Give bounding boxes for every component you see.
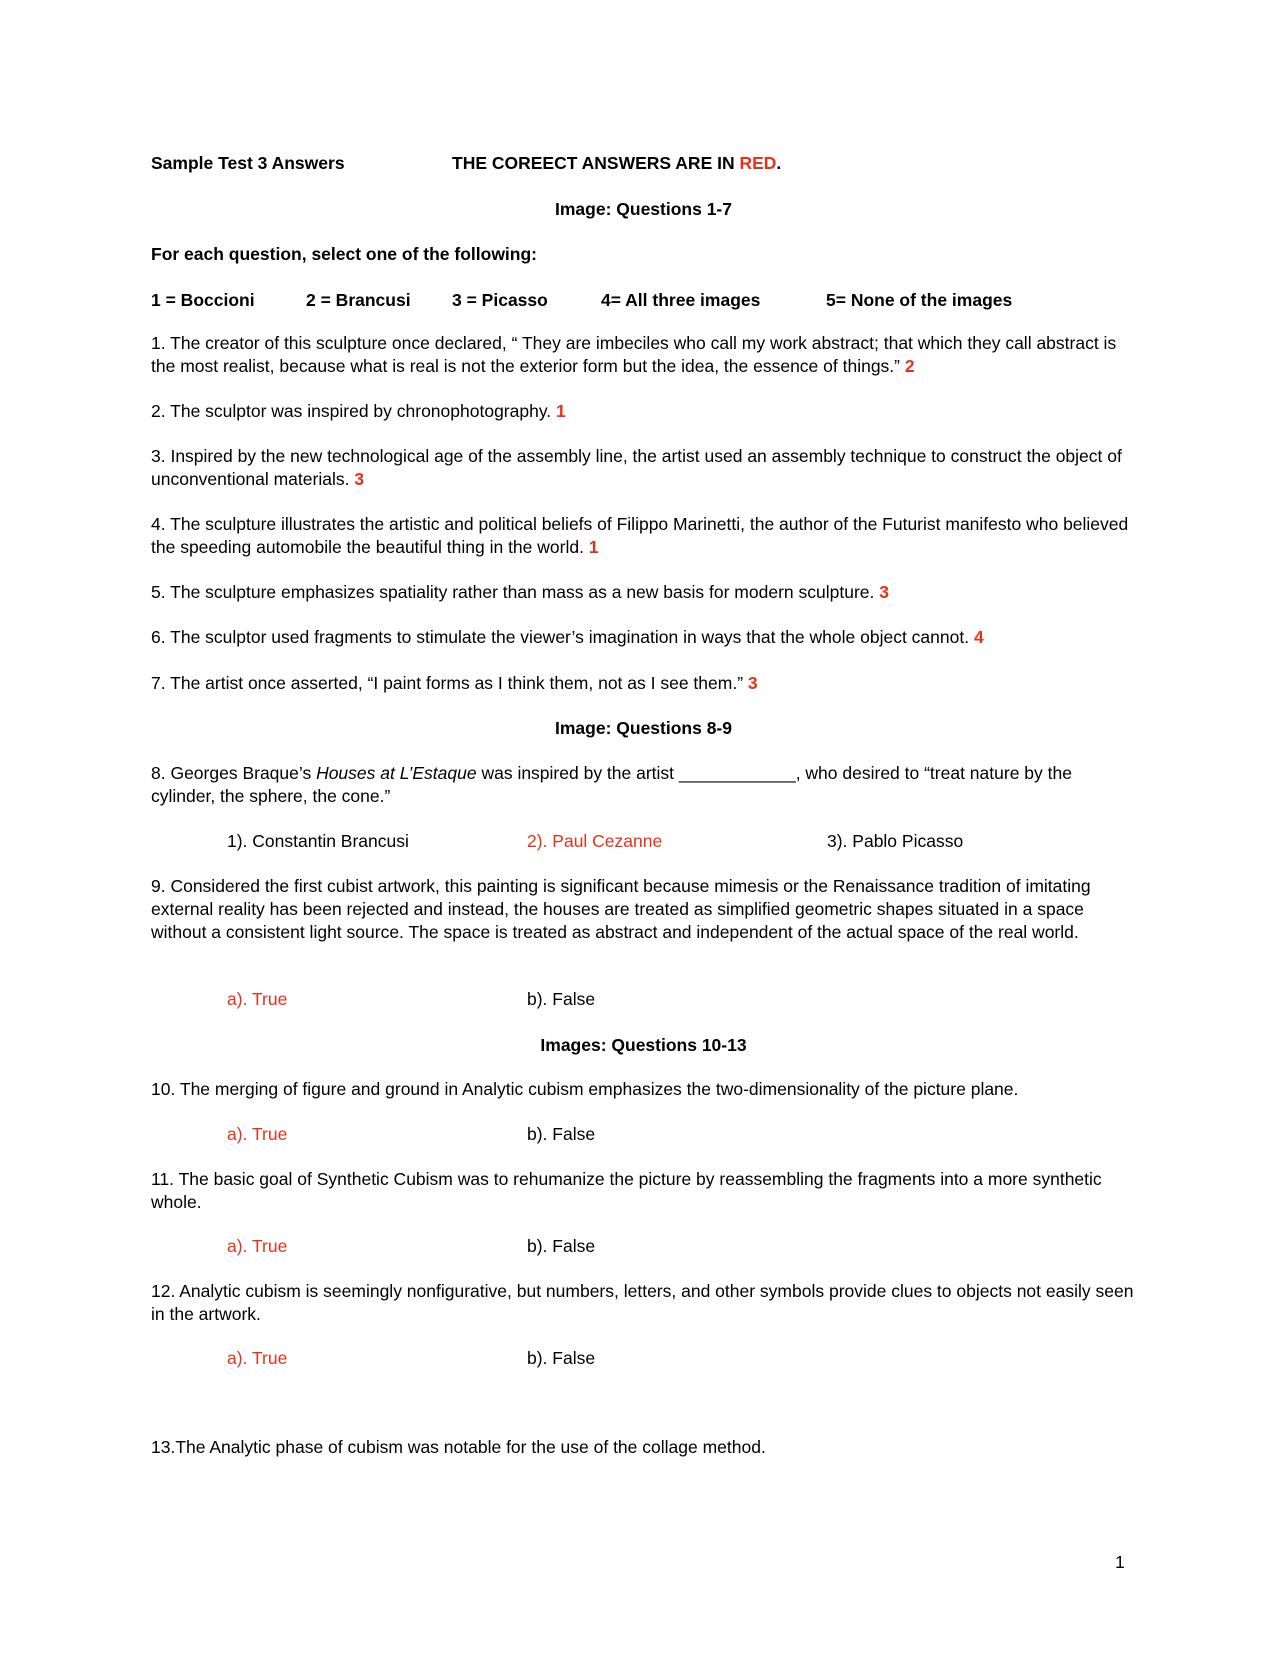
- question-2-text: 2. The sculptor was inspired by chronophotography.: [151, 401, 552, 421]
- question-6-answer: 4: [973, 627, 984, 647]
- question-8-option-1: 1). Constantin Brancusi: [227, 831, 409, 851]
- question-5: [151, 581, 1136, 604]
- question-5-answer: 3: [879, 582, 889, 602]
- question-8-option-2: 2). Paul Cezanne: [527, 831, 663, 851]
- question-11-option-true: a). True: [227, 1236, 288, 1256]
- question-1: [151, 332, 1136, 378]
- question-12: 12. Analytic cubism is seemingly nonfigurative, but numbers, letters, and other symbols provide clues to objects not easily seen in the artwork.: [151, 1281, 1134, 1324]
- question-12-option-false: b). False: [527, 1348, 596, 1368]
- question-9-option-false: b). False: [527, 989, 596, 1009]
- question-13: 13.The Analytic phase of cubism was notable for the use of the collage method.: [151, 1437, 766, 1457]
- question-8-artwork-title: Houses at L’Estaque: [316, 763, 477, 783]
- question-2-answer: 1: [556, 401, 566, 421]
- answers-note-red: RED: [739, 153, 777, 173]
- answers-note-prefix: THE COREECT ANSWERS ARE IN: [452, 153, 740, 173]
- question-8-pre: 8. Georges Braque’s: [151, 763, 317, 783]
- instruction: For each question, select one of the following:: [151, 244, 537, 264]
- question-8-option-3: 3). Pablo Picasso: [827, 831, 964, 851]
- question-9: 9. Considered the first cubist artwork, this painting is significant because mimesis or the Renaissance tradition of imitating external reality has been rejected and instead, the houses are treated as simplified geometric shapes situated in a space without a consistent light source. The space is treated as abstract and independent of the actual space of the real world.: [151, 876, 1091, 942]
- question-2: [151, 400, 1136, 423]
- key-3: 3 = Picasso: [452, 290, 548, 310]
- question-3-answer: 3: [354, 469, 365, 489]
- page-number: 1: [1115, 1552, 1125, 1572]
- question-8: [151, 762, 1136, 808]
- key-5: 5= None of the images: [826, 290, 1013, 310]
- question-3: [151, 445, 1136, 491]
- key-4: 4= All three images: [601, 290, 761, 310]
- question-7-text: 7. The artist once asserted, “I paint forms as I think them, not as I see them.”: [151, 673, 744, 693]
- question-10-option-false: b). False: [527, 1124, 596, 1144]
- section-heading-1-7: Image: Questions 1-7: [555, 199, 732, 219]
- question-3-text: 3. Inspired by the new technological age of the assembly line, the artist used an assembly technique to construct the object of unconventional materials.: [151, 446, 1122, 489]
- question-11-option-false: b). False: [527, 1236, 596, 1256]
- key-1: 1 = Boccioni: [151, 290, 255, 310]
- question-10-option-true: a). True: [227, 1124, 288, 1144]
- question-7-answer: 3: [747, 673, 758, 693]
- question-6-text: 6. The sculptor used fragments to stimulate the viewer’s imagination in ways that the whole object cannot.: [151, 627, 970, 647]
- section-heading-10-13: Images: Questions 10-13: [540, 1035, 747, 1055]
- question-9-option-true: a). True: [227, 989, 288, 1009]
- answers-note-suffix: .: [776, 153, 782, 173]
- question-4: [151, 513, 1136, 559]
- question-8-post: was inspired by the artist ____________, who desired to “treat nature by the cylinder, the sphere, the cone.”: [151, 763, 1072, 806]
- answers-note: [452, 152, 781, 175]
- question-11: 11. The basic goal of Synthetic Cubism was to rehumanize the picture by reassembling the fragments into a more synthetic whole.: [151, 1169, 1102, 1212]
- question-5-text: 5. The sculpture emphasizes spatiality rather than mass as a new basis for modern sculpture.: [151, 582, 875, 602]
- question-4-text: 4. The sculpture illustrates the artistic and political beliefs of Filippo Marinetti, the author of the Futurist manifesto who believed the speeding automobile the beautiful thing in the world.: [151, 514, 1129, 557]
- question-1-text: 1. The creator of this sculpture once declared, “ They are imbeciles who call my work abstract; that which they call abstract is the most realist, because what is real is not the exterior form but the idea, the essence of things.”: [151, 333, 1117, 376]
- question-10: 10. The merging of figure and ground in Analytic cubism emphasizes the two-dimensionality of the picture plane.: [151, 1079, 1019, 1099]
- question-4-answer: 1: [588, 537, 599, 557]
- question-7: [151, 672, 1136, 695]
- question-6: [151, 626, 1136, 649]
- key-2: 2 = Brancusi: [306, 290, 411, 310]
- section-heading-8-9: Image: Questions 8-9: [555, 718, 732, 738]
- question-1-answer: 2: [904, 356, 915, 376]
- question-12-option-true: a). True: [227, 1348, 288, 1368]
- document-title: Sample Test 3 Answers: [151, 153, 345, 173]
